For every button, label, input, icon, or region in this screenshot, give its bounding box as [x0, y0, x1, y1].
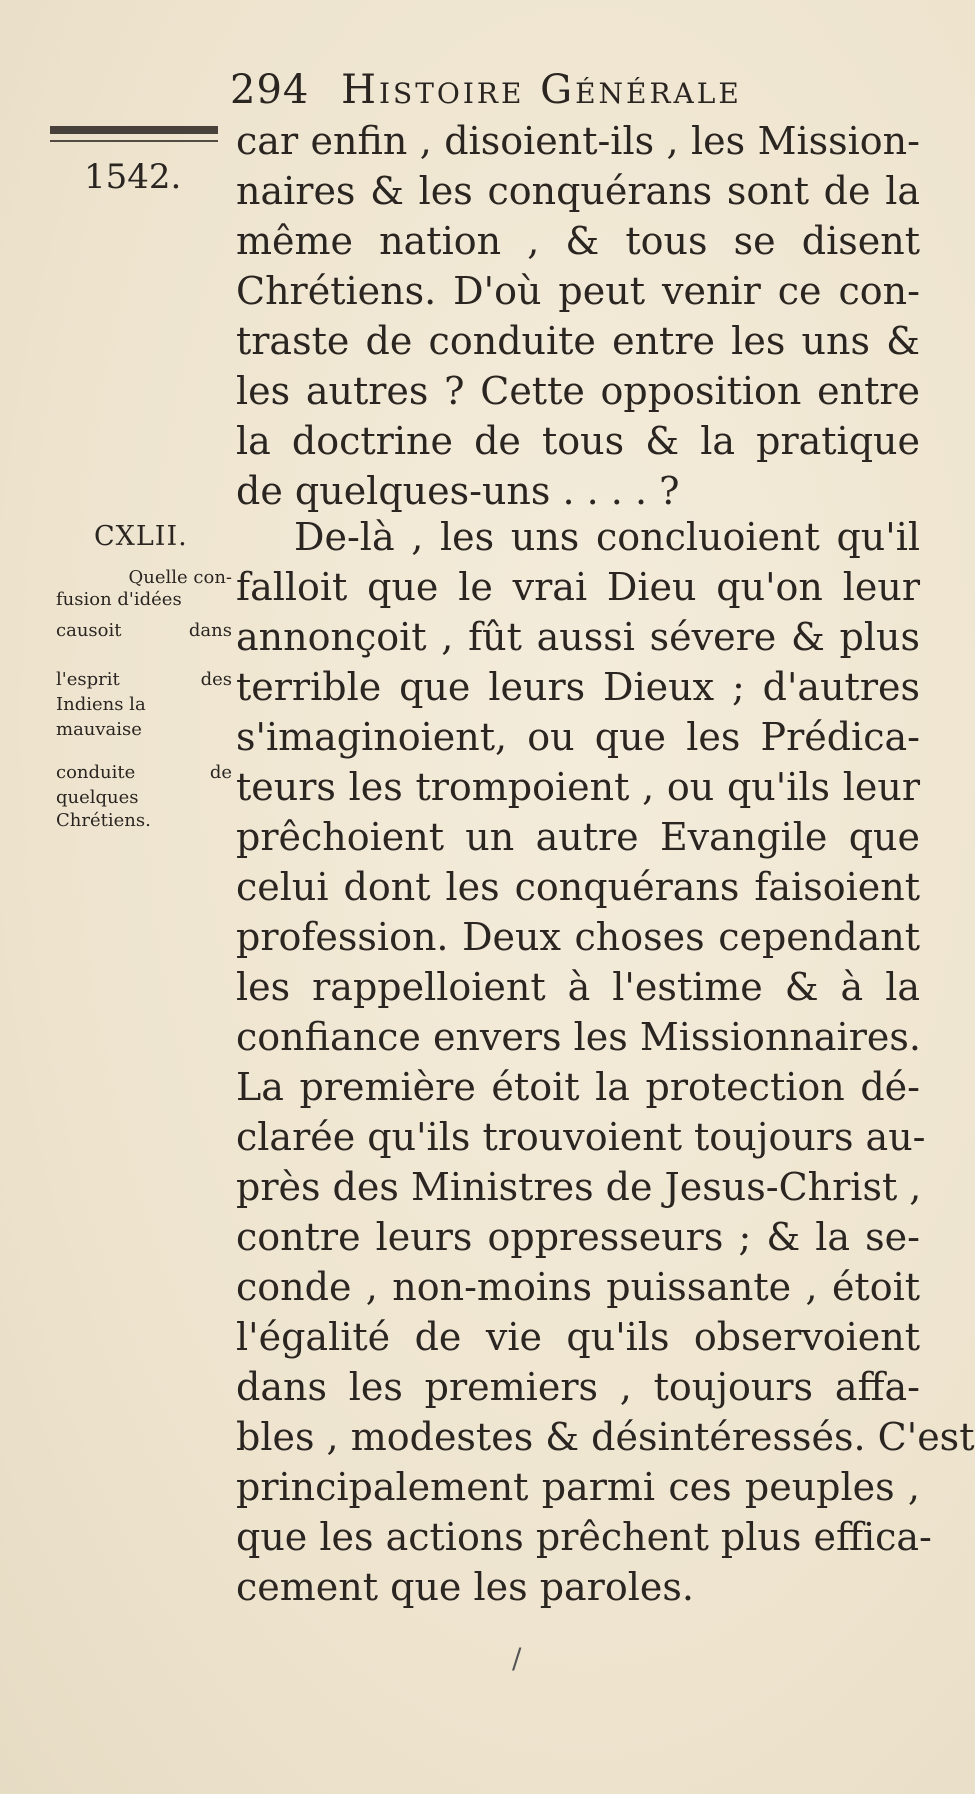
- body-line: annonçoit , fût aussi sévere & plus: [236, 615, 920, 659]
- side-note-line: mauvaise: [56, 719, 142, 740]
- body-line: confiance envers les Missionnaires.: [236, 1015, 921, 1059]
- chapter-number: CXLII.: [94, 521, 188, 552]
- running-title: Histoire Générale: [341, 67, 742, 113]
- body-line: dans les premiers , toujours affa-: [236, 1365, 920, 1409]
- body-line: de quelques-uns . . . . ?: [236, 469, 680, 513]
- body-line: clarée qu'ils trouvoient toujours au-: [236, 1115, 926, 1159]
- body-line: Chrétiens. D'où peut venir ce con-: [236, 269, 920, 313]
- margin-year: 1542.: [84, 157, 182, 197]
- body-line: falloit que le vrai Dieu qu'on leur: [236, 565, 920, 609]
- body-line: l'égalité de vie qu'ils observoient: [236, 1315, 920, 1359]
- body-line: les rappelloient à l'estime & à la: [236, 965, 920, 1009]
- side-note-line: fusion d'idées: [56, 589, 182, 610]
- body-line: teurs les trompoient , ou qu'ils leur: [236, 765, 920, 809]
- body-line: car enfin , disoient-ils , les Mission-: [236, 119, 920, 163]
- body-line: les autres ? Cette opposition entre: [236, 369, 920, 413]
- ornament-rule-icon: [50, 124, 218, 150]
- body-line: profession. Deux choses cependant: [236, 915, 920, 959]
- body-line: prêchoient un autre Evangile que: [236, 815, 920, 859]
- side-note-line: causoit dans: [56, 620, 232, 641]
- body-line: terrible que leurs Dieux ; d'autres: [236, 665, 920, 709]
- side-note-line: Quelle con-: [128, 567, 232, 588]
- body-line: contre leurs oppresseurs ; & la se-: [236, 1215, 920, 1259]
- side-note-line: conduite de: [56, 762, 232, 783]
- body-line: près des Ministres de Jesus-Christ ,: [236, 1165, 922, 1209]
- body-line: conde , non-moins puissante , étoit: [236, 1265, 920, 1309]
- side-note-line: Indiens la: [56, 694, 146, 715]
- body-line: traste de conduite entre les uns &: [236, 319, 920, 363]
- body-line: la doctrine de tous & la pratique: [236, 419, 920, 463]
- body-line: bles , modestes & désintéressés. C'est: [236, 1415, 975, 1459]
- side-note-line: quelques: [56, 787, 139, 808]
- body-line: De-là , les uns concluoient qu'il: [294, 515, 920, 559]
- running-head: [230, 60, 890, 120]
- body-line: cement que les paroles.: [236, 1565, 694, 1609]
- body-line: naires & les conquérans sont de la: [236, 169, 920, 213]
- side-note-line: Chrétiens.: [56, 810, 151, 831]
- body-line: La première étoit la protection dé-: [236, 1065, 920, 1109]
- body-line: s'imaginoient, ou que les Prédica-: [236, 715, 920, 759]
- side-note-line: l'esprit des: [56, 669, 232, 690]
- body-line: que les actions prêchent plus effica-: [236, 1515, 932, 1559]
- body-line: même nation , & tous se disent: [236, 219, 920, 263]
- page-number: 294: [230, 67, 310, 113]
- body-line: celui dont les conquérans faisoient: [236, 865, 920, 909]
- body-line: principalement parmi ces peuples ,: [236, 1465, 920, 1509]
- stray-mark: /: [512, 1642, 522, 1675]
